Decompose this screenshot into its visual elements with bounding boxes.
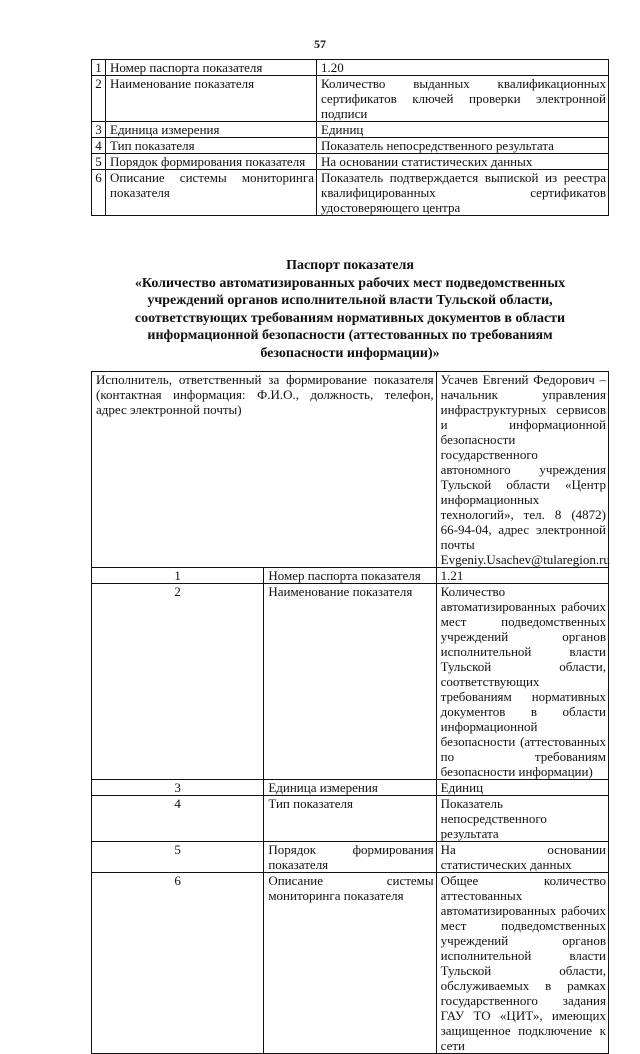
row-number: 2 xyxy=(92,584,264,780)
passport-title-line: учреждений органов исполнительной власти Тульской области, xyxy=(147,293,553,308)
row-number: 1 xyxy=(92,60,106,76)
row-value: Количество автоматизированных рабочих мест подведомственных учреждений органов исполнительной власти Тульской области, соответствующих требованиям нормативных документов в области информационной безопасности (аттестованных по требованиям безопасности информации) xyxy=(436,584,608,780)
table-row xyxy=(92,873,609,1054)
table-row xyxy=(92,780,609,796)
table-row xyxy=(92,122,609,138)
row-value: 1.20 xyxy=(317,60,609,76)
executor-contact-text: Усачев Евгений Федорович – начальник управления инфраструктурных сервисов и информационной безопасности государственного автономного учреждения Тульской области «Центр информационных технологий», тел. 8 (4872) 66-94-04, адрес электронной почты xyxy=(440,372,606,552)
row-number: 4 xyxy=(92,138,106,154)
row-value: 1.21 xyxy=(436,568,608,584)
row-number: 6 xyxy=(92,170,106,216)
passport-title-line: безопасности информации)» xyxy=(260,345,440,361)
row-value: На основании статистических данных xyxy=(436,842,608,873)
table-row xyxy=(92,138,609,154)
row-label: Тип показателя xyxy=(264,796,436,842)
table-row xyxy=(92,842,609,873)
passport-title-line: Паспорт показателя xyxy=(286,258,414,273)
row-label: Единица измерения xyxy=(106,122,317,138)
table-row xyxy=(92,170,609,216)
row-number: 1 xyxy=(92,568,264,584)
row-value: Показатель непосредственного результата xyxy=(436,796,608,842)
row-label: Порядок формирования показателя xyxy=(264,842,436,873)
table-row xyxy=(92,76,609,122)
row-value: Показатель непосредственного результата xyxy=(317,138,609,154)
table-row-executor xyxy=(92,372,609,568)
passport-title xyxy=(91,257,609,362)
row-value: Показатель подтверждается выпиской из реестра квалифицированных сертификатов удостоверяющего центра xyxy=(317,170,609,216)
row-label: Номер паспорта показателя xyxy=(106,60,317,76)
row-number: 5 xyxy=(92,842,264,873)
table-row xyxy=(92,60,609,76)
table-row xyxy=(92,568,609,584)
executor-label: Исполнитель, ответственный за формирование показателя (контактная информация: Ф.И.О., должность, телефон, адрес электронной почты) xyxy=(92,372,437,568)
executor-value xyxy=(436,372,608,568)
row-number: 3 xyxy=(92,122,106,138)
row-label: Порядок формирования показателя xyxy=(106,154,317,170)
table-row xyxy=(92,584,609,780)
row-value: Общее количество аттестованных автоматизированных рабочих мест подведомственных учреждений органов исполнительной власти Тульской области, обслуживаемых в рамках государственного задания ГАУ ТО «ЦИТ», имеющих защищенное подключение к сети xyxy=(436,873,608,1054)
row-number: 3 xyxy=(92,780,264,796)
passport-title-line: «Количество автоматизированных рабочих мест подведомственных xyxy=(134,275,566,291)
row-value: Единиц xyxy=(436,780,608,796)
row-value: На основании статистических данных xyxy=(317,154,609,170)
row-value: Единиц xyxy=(317,122,609,138)
row-label: Наименование показателя xyxy=(264,584,436,780)
row-label: Единица измерения xyxy=(264,780,436,796)
row-value: Количество выданных квалификационных сертификатов ключей проверки электронной подписи xyxy=(317,76,609,122)
row-number: 2 xyxy=(92,76,106,122)
row-label: Тип показателя xyxy=(106,138,317,154)
passport-title-line: соответствующих требованиям нормативных документов в области xyxy=(134,310,566,326)
row-label: Описание системы мониторинга показателя xyxy=(264,873,436,1054)
row-label: Описание системы мониторинга показателя xyxy=(106,170,317,216)
row-label: Номер паспорта показателя xyxy=(264,568,436,584)
indicator-passport-table-1-21 xyxy=(91,371,609,1054)
table-row xyxy=(92,796,609,842)
passport-title-line: информационной безопасности (аттестованных по требованиям xyxy=(147,328,553,343)
row-label: Наименование показателя xyxy=(106,76,317,122)
executor-email: Evgeniy.Usachev@tularegion.ru xyxy=(440,552,610,567)
page-number: 57 xyxy=(314,37,326,51)
row-number: 4 xyxy=(92,796,264,842)
table-row xyxy=(92,154,609,170)
indicator-passport-table-1-20 xyxy=(91,59,609,216)
row-number: 5 xyxy=(92,154,106,170)
row-number: 6 xyxy=(92,873,264,1054)
